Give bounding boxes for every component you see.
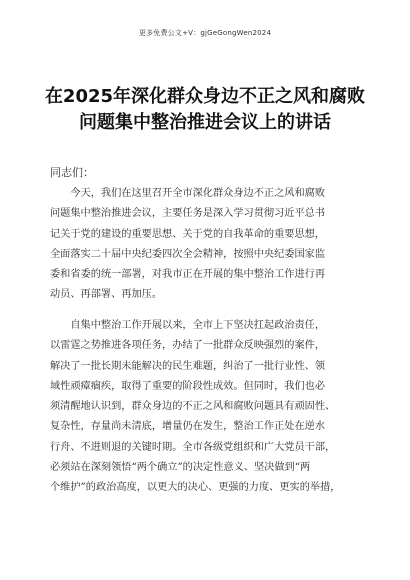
salutation: 同志们： — [50, 166, 94, 179]
text-line: 全面落实二十届中央纪委四次全会精神，按照中央纪委国家监 — [50, 248, 326, 260]
text-line: 今天，我们在这里召开全市深化群众身边不正之风和腐败 — [50, 188, 326, 199]
text-line: 个维护”的政治高度，以更大的决心、更强的力度、更实的举措， — [50, 482, 341, 494]
paragraph-2 — [50, 316, 370, 499]
text-line: 动员、再部署、再加压。 — [50, 289, 163, 301]
paragraph-1 — [50, 184, 370, 306]
title-line: 问题集中整治推进会议上的讲话 — [79, 112, 331, 133]
text-line: 域性顽瘴痼疾，取得了重要的阶段性成效。但同时，我们也必 — [50, 380, 326, 392]
text-line: 须清醒地认识到，群众身边的不正之风和腐败问题具有顽固性、 — [50, 401, 336, 413]
text-line: 解决了一批长期未能解决的民生难题，纠治了一批行业性、领 — [50, 360, 326, 372]
text-line: 委和省委的统一部署，对我市正在开展的集中整治工作进行再 — [50, 269, 326, 281]
text-line: 必须站在深刻领悟“两个确立”的决定性意义、坚决做到“两 — [50, 462, 311, 474]
text-line: 行舟、不进则退的关键时期。全市各级党组织和广大党员干部， — [50, 441, 336, 453]
header-note: 更多免费公文+V：gjGeGongWen2024 — [138, 29, 272, 37]
document-title — [20, 84, 390, 136]
text-line: 记关于党的建设的重要思想、关于党的自我革命的重要思想， — [50, 228, 326, 240]
text-line: 复杂性，存量尚未清底，增量仍在发生，整治工作正处在逆水 — [50, 421, 326, 433]
text-line: 问题集中整治推进会议，主要任务是深入学习贯彻习近平总书 — [50, 208, 326, 220]
title-line: 在2025年深化群众身边不正之风和腐败 — [44, 86, 366, 107]
text-line: 自集中整治工作开展以来，全市上下坚决扛起政治责任， — [50, 320, 326, 331]
text-line: 以雷霆之势推进各项任务，办结了一批群众反映强烈的案件， — [50, 340, 326, 352]
